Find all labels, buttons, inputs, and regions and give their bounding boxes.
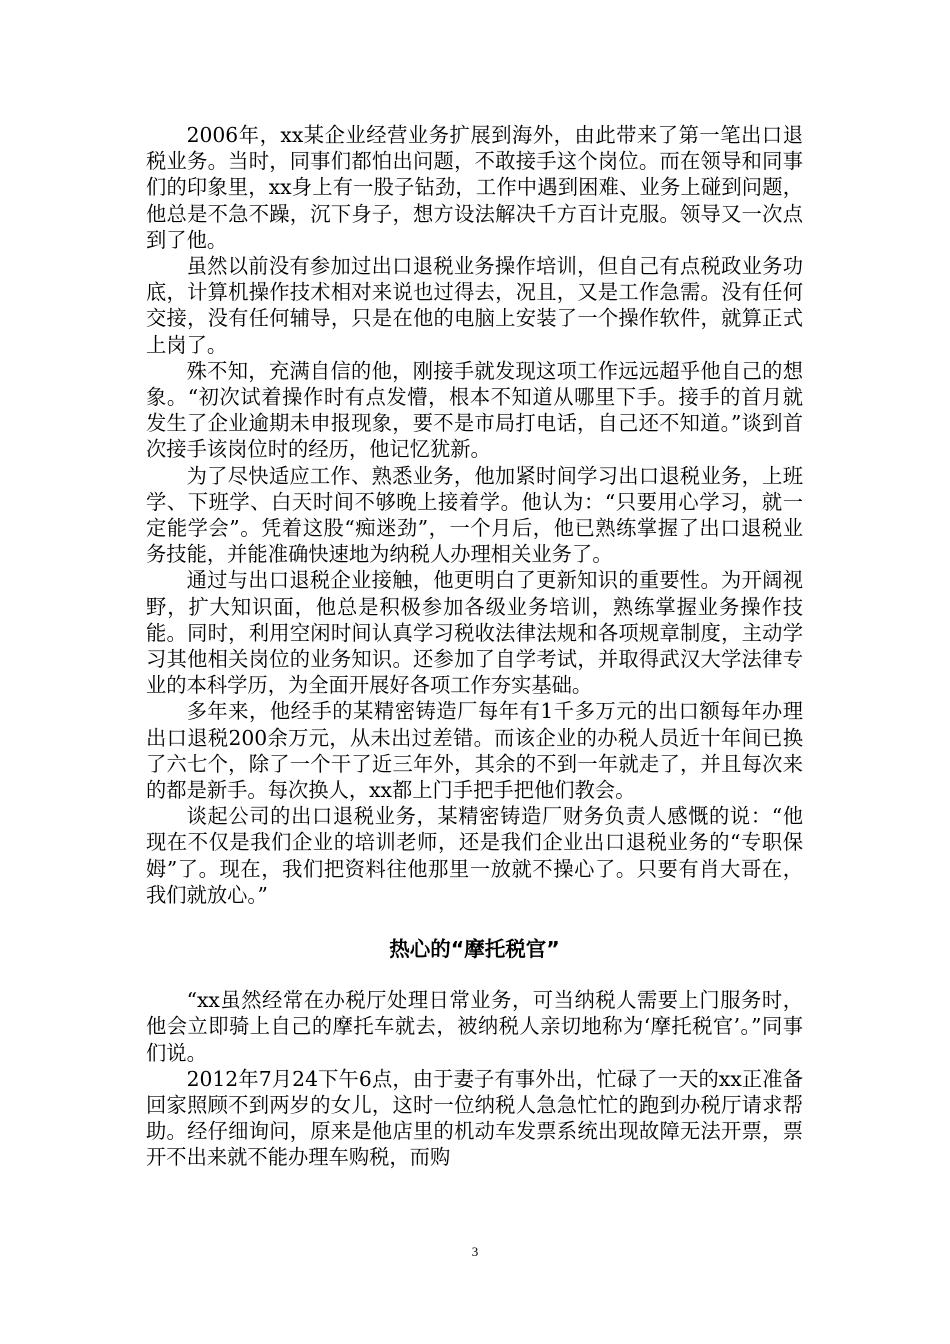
paragraph-knowledge-update: 通过与出口退税企业接触，他更明白了更新知识的重要性。为开阔视野，扩大知识面，他总是积极参加各级业务培训，熟练掌握业务操作技能。同时，利用空闲时间认真学习税收法律法规和各项规章制度，主动学习其他相关岗位的业务知识。还参加了自学考试，并取得武汉大学法律专业的本科学历，为全面开展好各项工作夯实基础。 [146,568,803,698]
paragraph-finance-quote: 谈起公司的出口退税业务，某精密铸造厂财务负责人感慨的说：“他现在不仅是我们企业的培训老师，还是我们企业出口退税业务的“专职保姆”了。现在，我们把资料往他那里一放就不操心了。只要有肖大哥在，我们就放心。” [146,804,803,907]
section-heading: 热心的“摩托税官” [389,937,560,962]
document-body [146,122,803,1171]
paragraph-took-post: 虽然以前没有参加过出口退税业务操作培训，但自己有点税政业务功底，计算机操作技术相对来说也过得去，况且，又是工作急需。没有任何交接，没有任何辅导，只是在他的电脑上安装了一个操作软件，就算正式上岗了。 [146,254,803,357]
page-number: 3 [471,1244,479,1259]
paragraph-2012-story: 2012年7月24下午6点，由于妻子有事外出，忙碌了一天的xx正准备回家照顾不到两岁的女儿，这时一位纳税人急急忙忙的跑到办税厅请求帮助。经仔细询问，原来是他店里的机动车发票系统出现故障无法开票，票开不出来就不能办理车购税，而购 [146,1066,803,1170]
paragraph-foundry-service: 多年来，他经手的某精密铸造厂每年有1千多万元的出口额每年办理出口退税200余万元，从未出过差错。而该企业的办税人员近十年间已换了六七个，除了一个干了近三年外，其余的不到一年就走了，并且每次来的都是新手。每次换人，xx都上门手把手把他们教会。 [146,699,803,803]
paragraph-overseas-business: 2006年，xx某企业经营业务扩展到海外，由此带来了第一笔出口退税业务。当时，同事们都怕出问题，不敢接手这个岗位。而在领导和同事们的印象里，xx身上有一股子钻劲，工作中遇到困难、业务上碰到问题，他总是不急不躁，沉下身子，想方设法解决千方百计克服。领导又一次点到了他。 [146,123,803,252]
paragraph-motorcycle-officer: “xx虽然经常在办税厅处理日常业务，可当纳税人需要上门服务时，他会立即骑上自己的摩托车就去，被纳税人亲切地称为‘摩托税官’。”同事们说。 [146,988,803,1065]
paragraph-learning: 为了尽快适应工作、熟悉业务，他加紧时间学习出口退税业务，上班学、下班学、白天时间不够晚上接着学。他认为：“只要用心学习，就一定能学会”。凭着这股“痴迷劲”，一个月后，他已熟练掌握了出口退税业务技能，并能准确快速地为纳税人办理相关业务了。 [146,463,803,567]
paragraph-first-difficulties: 殊不知，充满自信的他，刚接手就发现这项工作远远超乎他自己的想象。“初次试着操作时有点发懵，根本不知道从哪里下手。接手的首月就发生了企业逾期未申报现象，要不是市局打电话，自己还不知道。”谈到首次接手该岗位时的经历，他记忆犹新。 [146,358,803,462]
